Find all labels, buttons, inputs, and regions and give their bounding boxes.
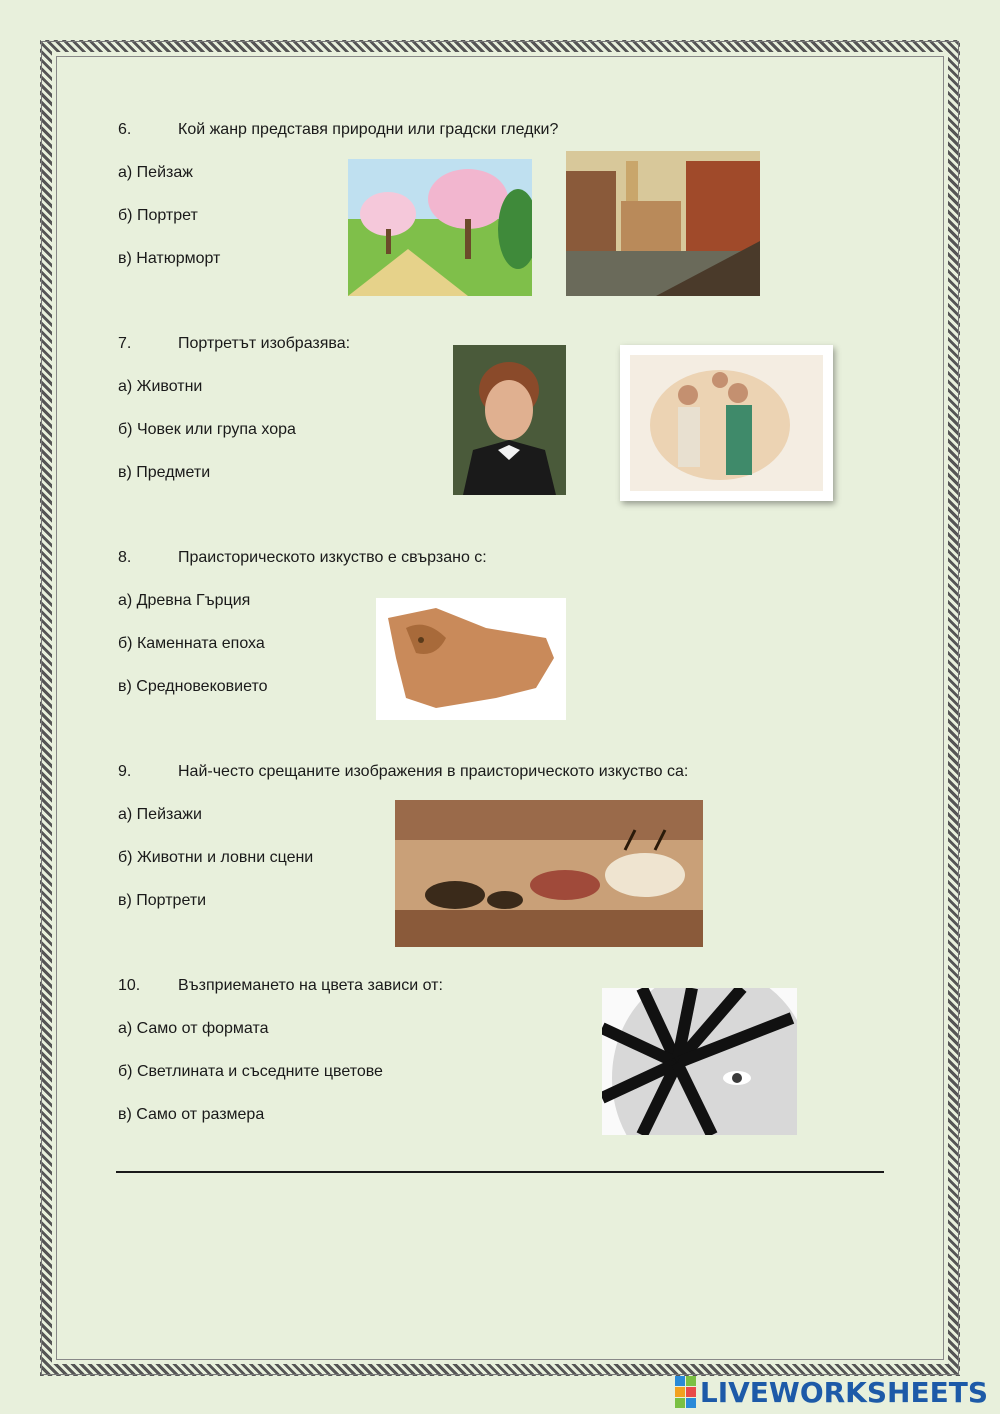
- question-text: Възприемането на цвета зависи от:: [178, 977, 443, 994]
- question-text: Портретът изобразява:: [178, 335, 351, 352]
- city-painting-image: [566, 151, 760, 296]
- option-10b[interactable]: б) Светлината и съседните цветове: [118, 1063, 383, 1080]
- option-7c[interactable]: в) Предмети: [118, 464, 211, 481]
- option-6c[interactable]: в) Натюрморт: [118, 250, 221, 267]
- question-number: 9.: [118, 763, 132, 780]
- answer-divider-line: [116, 1171, 884, 1173]
- question-number: 8.: [118, 549, 132, 566]
- portrait-painting-image: [453, 345, 566, 495]
- logo-squares-icon: [675, 1376, 696, 1408]
- question-number: 7.: [118, 335, 132, 352]
- prehistoric-carving-image: [376, 598, 566, 720]
- question-text: Най-често срещаните изображения в праисторическото изкуство са:: [178, 763, 689, 780]
- option-8c[interactable]: в) Средновековието: [118, 678, 268, 695]
- option-7b[interactable]: б) Човек или група хора: [118, 421, 296, 438]
- question-7: [118, 335, 350, 353]
- family-portrait-image: [620, 345, 833, 501]
- option-6b[interactable]: б) Портрет: [118, 207, 198, 224]
- liveworksheets-logo[interactable]: [675, 1376, 988, 1408]
- striped-face-image: [602, 988, 797, 1135]
- question-8: [118, 549, 487, 567]
- option-6a[interactable]: а) Пейзаж: [118, 164, 193, 181]
- question-number: 10.: [118, 977, 141, 994]
- question-6: [118, 121, 558, 139]
- landscape-painting-image: [348, 159, 532, 296]
- option-7a[interactable]: а) Животни: [118, 378, 203, 395]
- option-9c[interactable]: в) Портрети: [118, 892, 207, 909]
- option-9b[interactable]: б) Животни и ловни сцени: [118, 849, 314, 866]
- logo-text: LIVEWORKSHEETS: [699, 1375, 988, 1409]
- question-9: [118, 763, 688, 781]
- option-10a[interactable]: а) Само от формата: [118, 1020, 269, 1037]
- option-8a[interactable]: а) Древна Гърция: [118, 592, 251, 609]
- option-8b[interactable]: б) Каменната епоха: [118, 635, 265, 652]
- option-10c[interactable]: в) Само от размера: [118, 1106, 265, 1123]
- question-text: Праисторическото изкуство е свързано с:: [178, 549, 487, 566]
- question-number: 6.: [118, 121, 132, 138]
- question-text: Кой жанр представя природни или градски гледки?: [178, 121, 559, 138]
- option-9a[interactable]: а) Пейзажи: [118, 806, 202, 823]
- cave-painting-image: [395, 800, 703, 947]
- question-10: [118, 977, 443, 995]
